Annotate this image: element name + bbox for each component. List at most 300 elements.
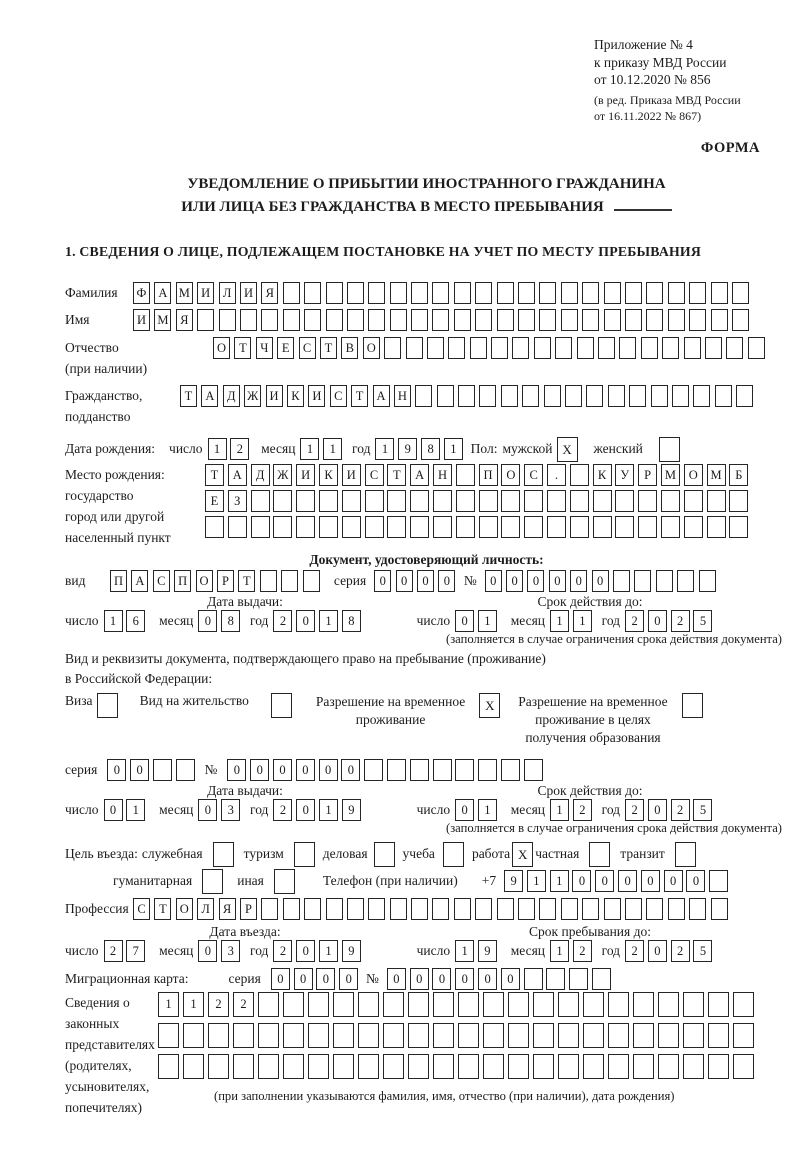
form-cell[interactable] — [458, 1023, 479, 1048]
form-cell[interactable] — [501, 516, 520, 538]
form-cell[interactable]: И — [308, 385, 325, 407]
form-cell[interactable] — [433, 1054, 454, 1079]
form-cell[interactable]: Д — [251, 464, 270, 486]
form-cell[interactable]: 1 — [478, 799, 497, 821]
checkbox-male[interactable]: X — [557, 437, 578, 462]
form-cell[interactable] — [437, 385, 454, 407]
form-cell[interactable] — [646, 282, 663, 304]
form-cell[interactable]: 1 — [104, 610, 123, 632]
form-cell[interactable] — [454, 282, 471, 304]
form-cell[interactable] — [333, 992, 354, 1017]
form-cell[interactable]: М — [661, 464, 680, 486]
checkbox-other[interactable] — [274, 869, 295, 894]
form-cell[interactable] — [433, 516, 452, 538]
form-cell[interactable]: 0 — [478, 968, 497, 990]
form-cell[interactable] — [197, 309, 214, 331]
form-cell[interactable] — [283, 309, 300, 331]
checkbox-temp-residence-education[interactable] — [682, 693, 703, 718]
form-cell[interactable]: О — [363, 337, 380, 359]
form-cell[interactable] — [283, 282, 300, 304]
form-cell[interactable] — [383, 1054, 404, 1079]
form-cell[interactable] — [508, 992, 529, 1017]
form-cell[interactable]: 1 — [319, 799, 338, 821]
form-cell[interactable] — [158, 1023, 179, 1048]
form-cell[interactable] — [662, 337, 679, 359]
form-cell[interactable] — [219, 309, 236, 331]
form-cell[interactable]: 2 — [273, 610, 292, 632]
form-cell[interactable] — [433, 1023, 454, 1048]
form-cell[interactable]: Р — [240, 898, 257, 920]
form-cell[interactable]: 0 — [618, 870, 637, 892]
form-cell[interactable] — [358, 1023, 379, 1048]
form-cell[interactable] — [604, 282, 621, 304]
form-cell[interactable] — [433, 992, 454, 1017]
form-cell[interactable] — [479, 516, 498, 538]
checkbox-transit[interactable] — [675, 842, 696, 867]
form-cell[interactable] — [699, 570, 716, 592]
form-cell[interactable]: В — [341, 337, 358, 359]
form-cell[interactable] — [261, 898, 278, 920]
form-cell[interactable]: 0 — [527, 570, 544, 592]
form-cell[interactable]: 2 — [230, 438, 249, 460]
form-cell[interactable] — [658, 1054, 679, 1079]
form-cell[interactable]: К — [287, 385, 304, 407]
form-cell[interactable] — [689, 898, 706, 920]
form-cell[interactable]: М — [707, 464, 726, 486]
form-cell[interactable] — [646, 309, 663, 331]
form-cell[interactable] — [729, 490, 748, 512]
form-cell[interactable]: 2 — [671, 610, 690, 632]
form-cell[interactable]: Т — [154, 898, 171, 920]
form-cell[interactable]: Т — [320, 337, 337, 359]
form-cell[interactable] — [458, 1054, 479, 1079]
form-cell[interactable]: П — [110, 570, 127, 592]
form-cell[interactable] — [475, 282, 492, 304]
form-cell[interactable]: 0 — [664, 870, 683, 892]
form-cell[interactable] — [708, 1023, 729, 1048]
form-cell[interactable] — [711, 282, 728, 304]
form-cell[interactable]: А — [201, 385, 218, 407]
form-cell[interactable] — [683, 992, 704, 1017]
form-cell[interactable] — [281, 570, 298, 592]
form-cell[interactable]: А — [154, 282, 171, 304]
form-cell[interactable]: 2 — [625, 610, 644, 632]
form-cell[interactable]: 0 — [501, 968, 520, 990]
form-cell[interactable] — [544, 385, 561, 407]
form-cell[interactable]: О — [196, 570, 213, 592]
form-cell[interactable] — [260, 570, 277, 592]
form-cell[interactable] — [518, 309, 535, 331]
form-cell[interactable] — [433, 759, 452, 781]
form-cell[interactable] — [661, 516, 680, 538]
form-cell[interactable] — [432, 282, 449, 304]
form-cell[interactable] — [303, 570, 320, 592]
form-cell[interactable] — [539, 898, 556, 920]
form-cell[interactable] — [433, 490, 452, 512]
form-cell[interactable] — [501, 490, 520, 512]
form-cell[interactable]: П — [479, 464, 498, 486]
form-cell[interactable]: 0 — [417, 570, 434, 592]
form-cell[interactable] — [358, 992, 379, 1017]
form-cell[interactable]: 0 — [572, 870, 591, 892]
form-cell[interactable] — [608, 385, 625, 407]
form-cell[interactable]: 2 — [208, 992, 229, 1017]
form-cell[interactable]: Т — [180, 385, 197, 407]
form-cell[interactable]: 2 — [273, 940, 292, 962]
form-cell[interactable] — [455, 759, 474, 781]
form-cell[interactable]: 1 — [375, 438, 394, 460]
form-cell[interactable] — [736, 385, 753, 407]
form-cell[interactable]: 2 — [625, 940, 644, 962]
form-cell[interactable] — [577, 337, 594, 359]
form-cell[interactable] — [582, 282, 599, 304]
form-cell[interactable] — [283, 898, 300, 920]
form-cell[interactable]: 0 — [595, 870, 614, 892]
form-cell[interactable]: 1 — [300, 438, 319, 460]
form-cell[interactable]: 1 — [158, 992, 179, 1017]
form-cell[interactable]: С — [153, 570, 170, 592]
form-cell[interactable] — [390, 282, 407, 304]
form-cell[interactable] — [683, 1054, 704, 1079]
form-cell[interactable] — [661, 490, 680, 512]
form-cell[interactable] — [390, 309, 407, 331]
form-cell[interactable]: 2 — [671, 940, 690, 962]
form-cell[interactable]: 3 — [221, 940, 240, 962]
form-cell[interactable]: И — [296, 464, 315, 486]
form-cell[interactable]: М — [176, 282, 193, 304]
form-cell[interactable] — [383, 1023, 404, 1048]
form-cell[interactable] — [570, 490, 589, 512]
form-cell[interactable]: 9 — [504, 870, 523, 892]
form-cell[interactable] — [518, 282, 535, 304]
form-cell[interactable] — [283, 1054, 304, 1079]
form-cell[interactable]: 1 — [455, 940, 474, 962]
form-cell[interactable]: 0 — [316, 968, 335, 990]
form-cell[interactable]: 1 — [319, 610, 338, 632]
form-cell[interactable]: А — [228, 464, 247, 486]
form-cell[interactable] — [273, 490, 292, 512]
form-cell[interactable]: 1 — [126, 799, 145, 821]
form-cell[interactable] — [733, 992, 754, 1017]
form-cell[interactable] — [558, 1023, 579, 1048]
form-cell[interactable] — [497, 898, 514, 920]
form-cell[interactable] — [296, 516, 315, 538]
form-cell[interactable]: 5 — [693, 799, 712, 821]
form-cell[interactable] — [258, 992, 279, 1017]
checkbox-humanitarian[interactable] — [202, 869, 223, 894]
form-cell[interactable]: О — [501, 464, 520, 486]
checkbox-visa[interactable] — [97, 693, 118, 718]
form-cell[interactable]: 0 — [374, 570, 391, 592]
form-cell[interactable]: 0 — [130, 759, 149, 781]
form-cell[interactable]: А — [373, 385, 390, 407]
form-cell[interactable] — [326, 282, 343, 304]
form-cell[interactable] — [633, 1023, 654, 1048]
form-cell[interactable] — [319, 516, 338, 538]
form-cell[interactable] — [726, 337, 743, 359]
form-cell[interactable] — [411, 309, 428, 331]
form-cell[interactable] — [561, 898, 578, 920]
form-cell[interactable] — [368, 282, 385, 304]
form-cell[interactable] — [708, 1054, 729, 1079]
form-cell[interactable]: Т — [387, 464, 406, 486]
form-cell[interactable] — [522, 385, 539, 407]
form-cell[interactable] — [711, 309, 728, 331]
form-cell[interactable] — [410, 516, 429, 538]
form-cell[interactable] — [615, 490, 634, 512]
form-cell[interactable]: Е — [205, 490, 224, 512]
form-cell[interactable]: 1 — [527, 870, 546, 892]
form-cell[interactable] — [408, 1054, 429, 1079]
form-cell[interactable]: 0 — [387, 968, 406, 990]
form-cell[interactable] — [586, 385, 603, 407]
form-cell[interactable] — [684, 490, 703, 512]
form-cell[interactable] — [689, 282, 706, 304]
form-cell[interactable] — [651, 385, 668, 407]
form-cell[interactable]: 2 — [273, 799, 292, 821]
form-cell[interactable] — [534, 337, 551, 359]
form-cell[interactable] — [658, 1023, 679, 1048]
form-cell[interactable]: 1 — [323, 438, 342, 460]
form-cell[interactable] — [539, 309, 556, 331]
form-cell[interactable] — [384, 337, 401, 359]
form-cell[interactable]: 1 — [550, 940, 569, 962]
form-cell[interactable] — [732, 309, 749, 331]
form-cell[interactable] — [593, 516, 612, 538]
form-cell[interactable] — [729, 516, 748, 538]
form-cell[interactable] — [570, 516, 589, 538]
form-cell[interactable]: 1 — [550, 610, 569, 632]
form-cell[interactable]: 0 — [506, 570, 523, 592]
form-cell[interactable]: 1 — [319, 940, 338, 962]
form-cell[interactable]: И — [342, 464, 361, 486]
form-cell[interactable]: О — [176, 898, 193, 920]
form-cell[interactable] — [326, 309, 343, 331]
form-cell[interactable] — [368, 309, 385, 331]
checkbox-residence-permit[interactable] — [271, 693, 292, 718]
form-cell[interactable]: 9 — [398, 438, 417, 460]
form-cell[interactable] — [656, 570, 673, 592]
form-cell[interactable] — [368, 898, 385, 920]
form-cell[interactable]: 0 — [438, 570, 455, 592]
form-cell[interactable]: 2 — [625, 799, 644, 821]
form-cell[interactable] — [711, 898, 728, 920]
form-cell[interactable] — [410, 490, 429, 512]
form-cell[interactable] — [524, 759, 543, 781]
form-cell[interactable]: С — [524, 464, 543, 486]
form-cell[interactable]: Б — [729, 464, 748, 486]
checkbox-study[interactable] — [443, 842, 464, 867]
form-cell[interactable] — [454, 309, 471, 331]
form-cell[interactable]: Н — [433, 464, 452, 486]
form-cell[interactable] — [733, 1054, 754, 1079]
form-cell[interactable] — [583, 1054, 604, 1079]
form-cell[interactable] — [479, 385, 496, 407]
form-cell[interactable] — [672, 385, 689, 407]
form-cell[interactable]: 1 — [573, 610, 592, 632]
form-cell[interactable] — [333, 1023, 354, 1048]
checkbox-work[interactable]: X — [512, 842, 533, 867]
form-cell[interactable] — [715, 385, 732, 407]
form-cell[interactable]: Р — [638, 464, 657, 486]
form-cell[interactable] — [619, 337, 636, 359]
form-cell[interactable] — [283, 992, 304, 1017]
form-cell[interactable]: 0 — [227, 759, 246, 781]
form-cell[interactable] — [677, 570, 694, 592]
form-cell[interactable]: 0 — [648, 799, 667, 821]
form-cell[interactable] — [410, 759, 429, 781]
form-cell[interactable] — [561, 282, 578, 304]
form-cell[interactable] — [625, 282, 642, 304]
form-cell[interactable]: О — [684, 464, 703, 486]
form-cell[interactable]: И — [197, 282, 214, 304]
form-cell[interactable]: 2 — [104, 940, 123, 962]
form-cell[interactable]: 2 — [573, 940, 592, 962]
form-cell[interactable]: 0 — [485, 570, 502, 592]
form-cell[interactable]: С — [365, 464, 384, 486]
form-cell[interactable] — [240, 309, 257, 331]
form-cell[interactable] — [365, 490, 384, 512]
form-cell[interactable] — [427, 337, 444, 359]
form-cell[interactable]: 5 — [693, 940, 712, 962]
form-cell[interactable] — [415, 385, 432, 407]
form-cell[interactable] — [583, 992, 604, 1017]
form-cell[interactable] — [582, 309, 599, 331]
form-cell[interactable]: 0 — [198, 940, 217, 962]
form-cell[interactable] — [233, 1054, 254, 1079]
form-cell[interactable] — [333, 1054, 354, 1079]
form-cell[interactable] — [608, 1054, 629, 1079]
form-cell[interactable]: 0 — [198, 610, 217, 632]
form-cell[interactable] — [411, 282, 428, 304]
form-cell[interactable] — [208, 1023, 229, 1048]
form-cell[interactable] — [501, 759, 520, 781]
form-cell[interactable] — [347, 282, 364, 304]
form-cell[interactable] — [479, 490, 498, 512]
form-cell[interactable] — [604, 898, 621, 920]
form-cell[interactable] — [308, 1054, 329, 1079]
form-cell[interactable] — [615, 516, 634, 538]
form-cell[interactable] — [304, 309, 321, 331]
form-cell[interactable] — [668, 898, 685, 920]
form-cell[interactable]: 5 — [693, 610, 712, 632]
form-cell[interactable]: Я — [261, 282, 278, 304]
form-cell[interactable] — [629, 385, 646, 407]
form-cell[interactable] — [546, 968, 565, 990]
form-cell[interactable] — [638, 516, 657, 538]
form-cell[interactable] — [347, 309, 364, 331]
form-cell[interactable] — [533, 1054, 554, 1079]
form-cell[interactable] — [387, 516, 406, 538]
form-cell[interactable] — [273, 516, 292, 538]
form-cell[interactable]: Л — [197, 898, 214, 920]
form-cell[interactable] — [518, 898, 535, 920]
form-cell[interactable]: З — [228, 490, 247, 512]
form-cell[interactable]: 0 — [296, 940, 315, 962]
form-cell[interactable]: 1 — [208, 438, 227, 460]
form-cell[interactable]: 0 — [455, 799, 474, 821]
form-cell[interactable]: 1 — [550, 870, 569, 892]
form-cell[interactable] — [153, 759, 172, 781]
form-cell[interactable] — [633, 1054, 654, 1079]
form-cell[interactable] — [456, 464, 475, 486]
form-cell[interactable] — [583, 1023, 604, 1048]
form-cell[interactable] — [684, 337, 701, 359]
form-cell[interactable] — [475, 309, 492, 331]
form-cell[interactable]: 1 — [183, 992, 204, 1017]
form-cell[interactable] — [458, 385, 475, 407]
form-cell[interactable]: 0 — [396, 570, 413, 592]
form-cell[interactable] — [387, 490, 406, 512]
form-cell[interactable] — [508, 1054, 529, 1079]
form-cell[interactable]: 2 — [573, 799, 592, 821]
form-cell[interactable]: Ж — [273, 464, 292, 486]
form-cell[interactable] — [347, 898, 364, 920]
form-cell[interactable] — [364, 759, 383, 781]
form-cell[interactable] — [458, 992, 479, 1017]
form-cell[interactable]: 2 — [671, 799, 690, 821]
form-cell[interactable] — [326, 898, 343, 920]
form-cell[interactable]: 0 — [107, 759, 126, 781]
form-cell[interactable]: П — [174, 570, 191, 592]
form-cell[interactable] — [570, 464, 589, 486]
form-cell[interactable] — [705, 337, 722, 359]
checkbox-tourism[interactable] — [294, 842, 315, 867]
form-cell[interactable] — [646, 898, 663, 920]
form-cell[interactable]: 0 — [410, 968, 429, 990]
form-cell[interactable]: 0 — [455, 610, 474, 632]
form-cell[interactable] — [258, 1054, 279, 1079]
form-cell[interactable] — [406, 337, 423, 359]
form-cell[interactable]: Н — [394, 385, 411, 407]
form-cell[interactable]: 0 — [104, 799, 123, 821]
form-cell[interactable] — [708, 992, 729, 1017]
form-cell[interactable]: И — [240, 282, 257, 304]
form-cell[interactable]: 8 — [342, 610, 361, 632]
form-cell[interactable]: 0 — [296, 799, 315, 821]
form-cell[interactable] — [342, 516, 361, 538]
form-cell[interactable] — [613, 570, 630, 592]
checkbox-temp-residence[interactable]: X — [479, 693, 500, 718]
form-cell[interactable] — [658, 992, 679, 1017]
form-cell[interactable]: . — [547, 464, 566, 486]
form-cell[interactable]: Ж — [244, 385, 261, 407]
form-cell[interactable] — [432, 309, 449, 331]
form-cell[interactable]: К — [319, 464, 338, 486]
form-cell[interactable]: А — [410, 464, 429, 486]
form-cell[interactable] — [558, 1054, 579, 1079]
form-cell[interactable] — [365, 516, 384, 538]
form-cell[interactable] — [592, 968, 611, 990]
form-cell[interactable]: 1 — [550, 799, 569, 821]
form-cell[interactable]: 0 — [641, 870, 660, 892]
form-cell[interactable]: 8 — [221, 610, 240, 632]
form-cell[interactable]: 1 — [478, 610, 497, 632]
form-cell[interactable]: Л — [219, 282, 236, 304]
form-cell[interactable] — [512, 337, 529, 359]
form-cell[interactable]: Ф — [133, 282, 150, 304]
form-cell[interactable] — [478, 759, 497, 781]
form-cell[interactable] — [693, 385, 710, 407]
form-cell[interactable]: 0 — [294, 968, 313, 990]
form-cell[interactable] — [547, 516, 566, 538]
form-cell[interactable] — [228, 516, 247, 538]
form-cell[interactable]: 0 — [592, 570, 609, 592]
form-cell[interactable] — [598, 337, 615, 359]
form-cell[interactable]: 0 — [570, 570, 587, 592]
form-cell[interactable] — [732, 282, 749, 304]
form-cell[interactable] — [533, 992, 554, 1017]
